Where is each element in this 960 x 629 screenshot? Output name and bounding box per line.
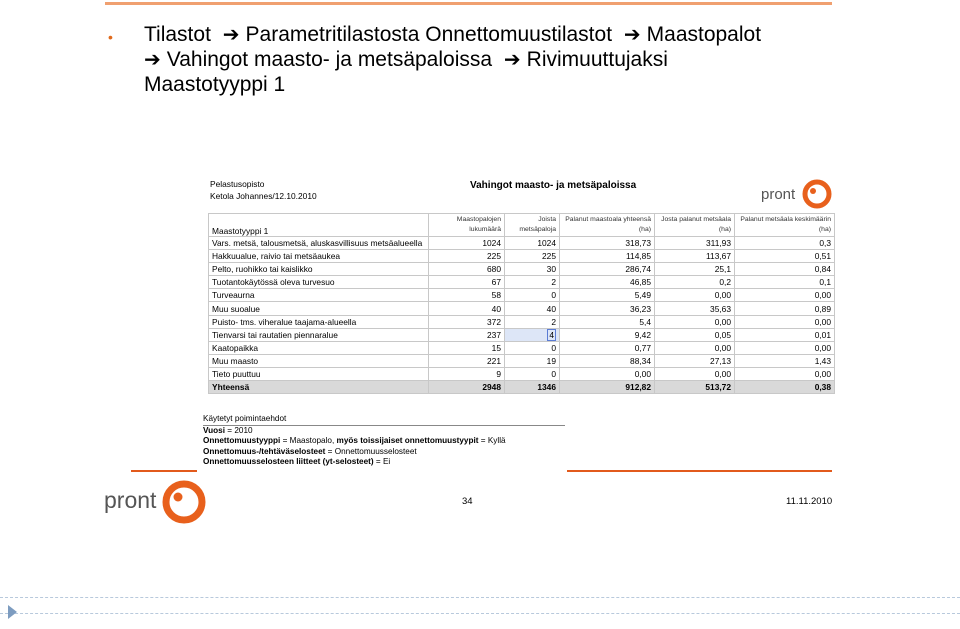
table-row	[209, 250, 835, 263]
table-header-row	[209, 214, 835, 237]
breadcrumb-item: Maastotyyppi 1	[144, 73, 286, 96]
nav-triangle-icon[interactable]	[8, 605, 17, 619]
column-header: Palanut maastoala yhteensä (ha)	[560, 214, 655, 237]
table-cell: 513,72	[655, 381, 735, 394]
bullet-icon: •	[108, 29, 113, 45]
table-row	[209, 263, 835, 276]
breadcrumb-item: Rivimuuttujaksi	[526, 48, 668, 71]
footer-rule-left	[131, 470, 197, 472]
report-title: Vahingot maasto- ja metsäpaloissa	[470, 180, 637, 191]
table-cell: 0	[505, 367, 560, 380]
table-row	[209, 302, 835, 315]
top-accent-rule	[105, 2, 832, 5]
table-cell: Muu maasto	[209, 354, 429, 367]
filter-key: myös toissijaiset onnettomuustyypit	[336, 436, 479, 446]
table-cell: 88,34	[560, 354, 655, 367]
table-cell: 0,1	[735, 276, 835, 289]
table-cell: 36,23	[560, 302, 655, 315]
filter-criteria	[203, 414, 565, 468]
table-cell: 30	[505, 263, 560, 276]
table-cell: 221	[429, 354, 505, 367]
arrow-right-icon: ➔	[623, 22, 641, 46]
footer-date: 11.11.2010	[786, 496, 833, 507]
divider	[0, 613, 960, 614]
table-cell: 237	[429, 328, 505, 341]
table-cell: 311,93	[655, 237, 735, 250]
table-cell: 0,00	[655, 367, 735, 380]
table-cell: 0,00	[655, 341, 735, 354]
footer-rule-right	[567, 470, 832, 472]
table-cell: 9	[429, 367, 505, 380]
table-cell: 1024	[505, 237, 560, 250]
table-cell: Tieto puuttuu	[209, 367, 429, 380]
filter-key: Onnettomuusselosteen liitteet (yt-selosteet)	[203, 457, 374, 467]
selected-cell-value: 4	[549, 329, 554, 340]
table-cell: 19	[505, 354, 560, 367]
filter-value: = Ei	[373, 457, 391, 467]
table-cell: 40	[505, 302, 560, 315]
filter-value: = Onnettomuusselosteet	[325, 446, 417, 456]
filter-key: Vuosi	[203, 425, 225, 435]
table-row	[209, 289, 835, 302]
filter-line	[203, 426, 565, 437]
table-cell: 0,84	[735, 263, 835, 276]
table-cell: Pelto, ruohikko tai kaislikko	[209, 263, 429, 276]
table-cell: 1,43	[735, 354, 835, 367]
filter-line	[203, 436, 565, 447]
table-row	[209, 367, 835, 380]
table-cell: 58	[429, 289, 505, 302]
column-header: Maastopalojen lukumäärä	[429, 214, 505, 237]
table-cell: 0,00	[735, 315, 835, 328]
table-cell: 67	[429, 276, 505, 289]
filter-value: = Kyllä	[478, 436, 506, 446]
table-cell: 912,82	[560, 381, 655, 394]
table-cell: 0,00	[735, 367, 835, 380]
table-cell: Turveaurna	[209, 289, 429, 302]
table-cell: 1346	[505, 381, 560, 394]
table-cell: 0,01	[735, 328, 835, 341]
breadcrumb-item: Tilastot	[144, 23, 211, 46]
column-header: Josta palanut metsäala (ha)	[655, 214, 735, 237]
table-cell: 0,38	[735, 381, 835, 394]
logo-text: pront	[104, 487, 157, 513]
filter-key: Onnettomuustyyppi	[203, 436, 281, 446]
filter-line	[203, 457, 565, 468]
breadcrumb-item: Maastopalot	[646, 23, 762, 46]
table-cell: 2	[505, 315, 560, 328]
logo-text: pront	[761, 186, 796, 203]
table-cell: 0,00	[655, 315, 735, 328]
table-cell: Tienvarsi tai rautatien piennaralue	[209, 328, 429, 341]
pronto-logo	[103, 477, 207, 525]
table-cell: 40	[429, 302, 505, 315]
table-cell: 225	[505, 250, 560, 263]
table-cell: 46,85	[560, 276, 655, 289]
table-cell: 372	[429, 315, 505, 328]
org-name: Pelastusopisto	[210, 179, 265, 189]
table-cell: 114,85	[560, 250, 655, 263]
filter-line	[203, 447, 565, 458]
column-header: Palanut metsäala keskimäärin (ha)	[735, 214, 835, 237]
table-cell: 5,49	[560, 289, 655, 302]
table-row	[209, 276, 835, 289]
table-cell: 2	[505, 276, 560, 289]
table-row	[209, 237, 835, 250]
table-cell: 27,13	[655, 354, 735, 367]
filter-heading: Käytetyt poimintaehdot	[203, 414, 565, 426]
table-cell: 0	[505, 341, 560, 354]
table-cell: 0,77	[560, 341, 655, 354]
filter-value: = 2010	[225, 425, 253, 435]
table-cell: 0,05	[655, 328, 735, 341]
column-header: Maastotyyppi 1	[209, 214, 429, 237]
arrow-right-icon: ➔	[503, 47, 521, 71]
table-row	[209, 354, 835, 367]
page-number: 34	[462, 496, 473, 507]
table-cell: Kaatopaikka	[209, 341, 429, 354]
table-cell: 0,3	[735, 237, 835, 250]
table-cell: 15	[429, 341, 505, 354]
pronto-logo	[760, 177, 832, 211]
table-cell: 680	[429, 263, 505, 276]
table-row	[209, 341, 835, 354]
column-header: Joista metsäpaloja	[505, 214, 560, 237]
table-cell: 0,00	[560, 367, 655, 380]
table-cell: Yhteensä	[209, 381, 429, 394]
table-cell: 0,00	[735, 341, 835, 354]
author-date: Ketola Johannes/12.10.2010	[210, 191, 317, 201]
table-cell: Muu suoalue	[209, 302, 429, 315]
table-cell: Puisto- tms. viheralue taajama-alueella	[209, 315, 429, 328]
table-cell	[505, 328, 560, 341]
table-cell: Vars. metsä, talousmetsä, aluskasvillisuus metsäalueella	[209, 237, 429, 250]
table-cell: 0,00	[655, 289, 735, 302]
report-organization	[210, 178, 317, 202]
breadcrumb	[144, 22, 864, 97]
breadcrumb-item: Vahingot maasto- ja metsäpaloissa	[166, 48, 493, 71]
table-cell: 9,42	[560, 328, 655, 341]
table-cell: 318,73	[560, 237, 655, 250]
table-cell: 225	[429, 250, 505, 263]
table-cell: 0	[505, 289, 560, 302]
table-cell: 0,51	[735, 250, 835, 263]
table-cell: 25,1	[655, 263, 735, 276]
filter-key: Onnettomuus-/tehtäväselosteet	[203, 446, 326, 456]
data-table	[208, 213, 835, 394]
table-cell: 0,2	[655, 276, 735, 289]
table-cell: 0,89	[735, 302, 835, 315]
table-row	[209, 315, 835, 328]
filter-value: = Maastopalo,	[280, 436, 337, 446]
table-cell: 35,63	[655, 302, 735, 315]
table-row	[209, 328, 835, 341]
table-cell: Hakkuualue, raivio tai metsäaukea	[209, 250, 429, 263]
arrow-right-icon: ➔	[222, 22, 240, 46]
table-cell: 1024	[429, 237, 505, 250]
table-cell: 2948	[429, 381, 505, 394]
table-total-row	[209, 381, 835, 394]
divider	[0, 597, 960, 598]
table-cell: 286,74	[560, 263, 655, 276]
arrow-right-icon: ➔	[144, 47, 161, 71]
table-cell: 5,4	[560, 315, 655, 328]
table-cell: 113,67	[655, 250, 735, 263]
table-cell: Tuotantokäytössä oleva turvesuo	[209, 276, 429, 289]
breadcrumb-item: Parametritilastosta Onnettomuustilastot	[245, 23, 613, 46]
table-cell: 0,00	[735, 289, 835, 302]
